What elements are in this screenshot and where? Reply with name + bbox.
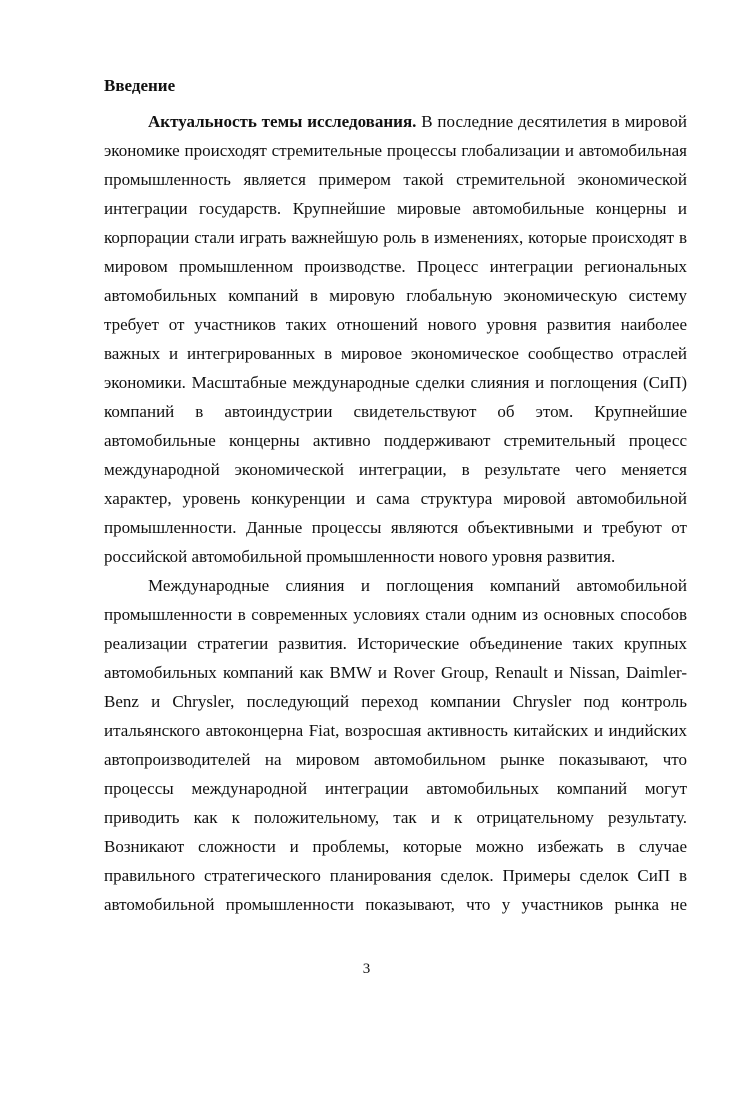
- paragraph-2-line: автопроизводителей на мировом автомобильном рынке показывают, что: [104, 750, 687, 769]
- paragraph-1-line: важных и интегрированных в мировое экономическое сообщество отраслей: [104, 344, 687, 363]
- paragraph-1-line: промышленность является примером такой стремительной экономической: [104, 170, 687, 189]
- lead-bold-phrase: Актуальность темы исследования.: [148, 112, 417, 131]
- paragraph-2-line: Возникают сложности и проблемы, которые можно избежать в случае: [104, 837, 687, 856]
- paragraph-2-line: промышленности в современных условиях стали одним из основных способов: [104, 605, 687, 624]
- page-number: 3: [362, 961, 371, 977]
- paragraph-2-line: автомобильных компаний как BMW и Rover Group, Renault и Nissan, Daimler-: [104, 663, 687, 682]
- paragraph-1-line-1: [148, 112, 687, 132]
- paragraph-1-line: автомобильных компаний в мировую глобальную экономическую систему: [104, 286, 687, 305]
- paragraph-1-line: интеграции государств. Крупнейшие мировые автомобильные концерны и: [104, 199, 687, 218]
- paragraph-2-line: приводить как к положительному, так и к отрицательному результату.: [104, 808, 687, 827]
- paragraph-1-line: корпорации стали играть важнейшую роль в изменениях, которые происходят в: [104, 228, 687, 247]
- paragraph-2-line: реализации стратегии развития. Исторические объединение таких крупных: [104, 634, 687, 653]
- paragraph-1-line: автомобильные концерны активно поддерживают стремительный процесс: [104, 431, 687, 450]
- paragraph-1-line: компаний в автоиндустрии свидетельствуют об этом. Крупнейшие: [104, 402, 687, 421]
- paragraph-2-line: автомобильной промышленности показывают, что у участников рынка не: [104, 895, 687, 914]
- paragraph-1-line-1-rest: В последние десятилетия в мировой: [416, 112, 687, 131]
- paragraph-1-line: мировом промышленном производстве. Процесс интеграции региональных: [104, 257, 687, 276]
- paragraph-1-line: экономике происходят стремительные процессы глобализации и автомобильная: [104, 141, 687, 160]
- paragraph-1-line: требует от участников таких отношений нового уровня развития наиболее: [104, 315, 687, 334]
- paragraph-2-line: правильного стратегического планирования сделок. Примеры сделок СиП в: [104, 866, 687, 885]
- paragraph-2-line: процессы международной интеграции автомобильных компаний могут: [104, 779, 687, 798]
- paragraph-2-line: Benz и Chrysler, последующий переход компании Chrysler под контроль: [104, 692, 687, 711]
- paragraph-2-line: итальянского автоконцерна Fiat, возросшая активность китайских и индийских: [104, 721, 687, 740]
- paragraph-1-line: промышленности. Данные процессы являются объективными и требуют от: [104, 518, 687, 537]
- section-heading: Введение: [104, 76, 176, 95]
- paragraph-1-line: экономики. Масштабные международные сделки слияния и поглощения (СиП): [104, 373, 687, 392]
- paragraph-1-line: российской автомобильной промышленности нового уровня развития.: [104, 547, 616, 566]
- paragraph-1-line: характер, уровень конкуренции и сама структура мировой автомобильной: [104, 489, 687, 508]
- paragraph-2-line: Международные слияния и поглощения компаний автомобильной: [148, 576, 687, 595]
- paragraph-1-line: международной экономической интеграции, в результате чего меняется: [104, 460, 687, 479]
